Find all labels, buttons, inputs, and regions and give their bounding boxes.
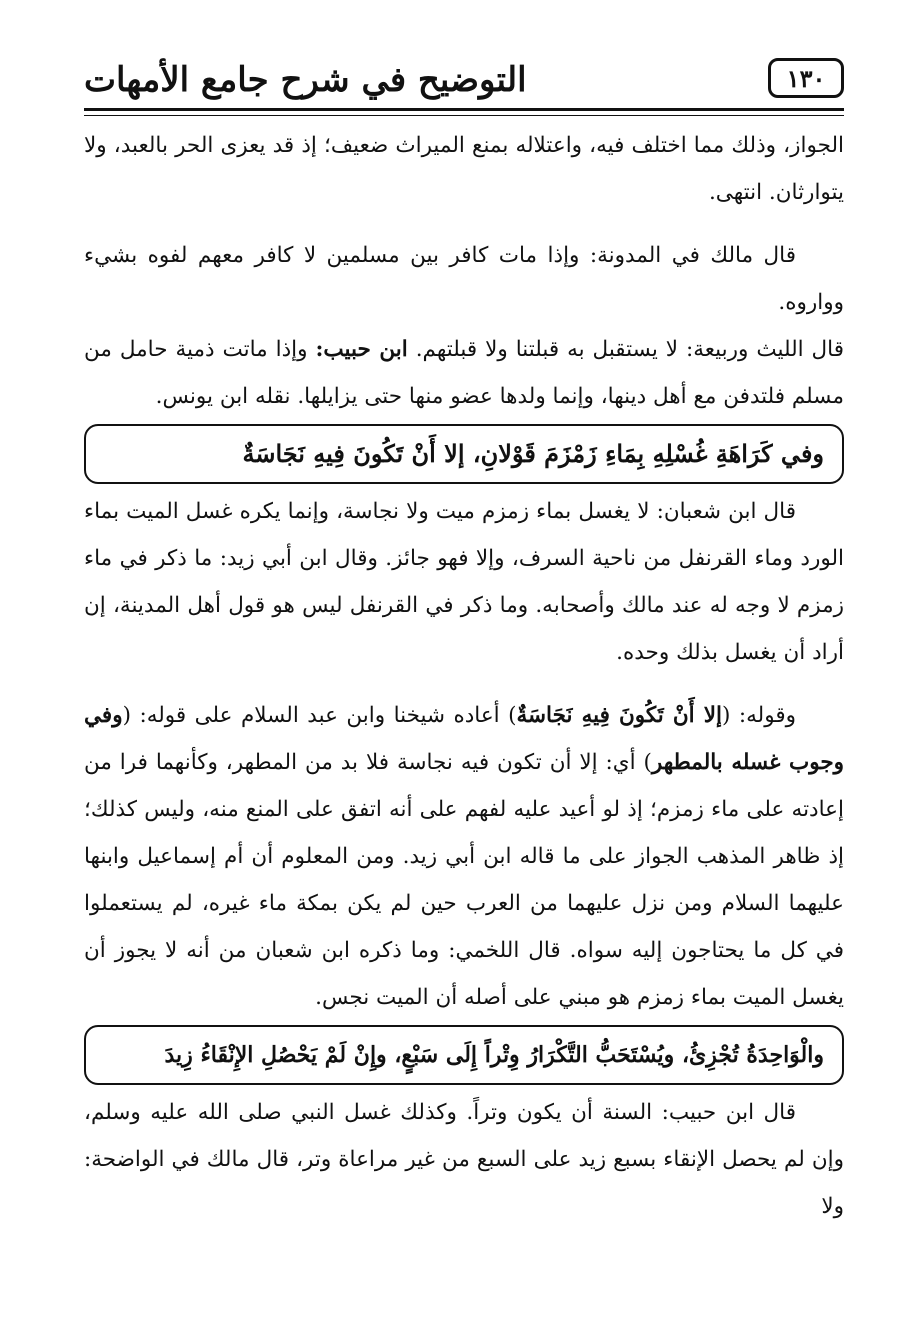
matn-box-2 <box>84 1025 844 1085</box>
matn-text-1: وفي كَرَاهَةِ غُسْلِهِ بِمَاءِ زَمْزَمَ قَوْلانِ، إلا أَنْ تَكُونَ فِيهِ نَجَاسَةٌ <box>242 439 824 468</box>
page-number: ١٣٠ <box>786 63 826 93</box>
paragraph-4: قال ابن شعبان: لا يغسل بماء زمزم ميت ولا نجاسة، وإنما يكره غسل الميت بماء الورد وماء القرنفل من ناحية السرف، وإلا فهو جائز. وقال ابن أبي زيد: ما ذكر في ماء زمزم لا وجه له عند مالك وأصحابه. وما ذكر في القرنفل ليس هو قول أهل المدينة، إن أراد أن يغسل بذلك وحده. <box>84 499 844 665</box>
paragraph-5 <box>84 692 844 1021</box>
paragraph-5-part-a: وقوله: ( <box>722 703 796 728</box>
paragraph-gap <box>84 216 844 232</box>
paragraph-3 <box>84 326 844 420</box>
page-header <box>84 58 844 120</box>
paragraph-5-quote-1: إلا أَنْ تَكُونَ فِيهِ نَجَاسَةٌ <box>516 703 723 728</box>
header-rule <box>84 108 844 111</box>
paragraph-2: قال مالك في المدونة: وإذا مات كافر بين مسلمين لا كافر معهم لفوه بشيء وواروه. <box>84 243 844 315</box>
paragraph-3-speaker: ابن حبيب: <box>315 337 408 362</box>
page-number-box <box>768 58 844 98</box>
paragraph-5-quote-2: وفي وجوب غسله بالمطهر <box>84 703 844 775</box>
paragraph-3-part-c: وإذا ماتت ذمية حامل من مسلم فلتدفن مع أهل دينها، وإنما ولدها عضو منها حتى يزايلها. نقله ابن يونس. <box>84 337 844 409</box>
paragraph-6: قال ابن حبيب: السنة أن يكون وتراً. وكذلك غسل النبي صلى الله عليه وسلم، وإن لم يحصل الإنقاء بسبع زيد على السبع من غير مراعاة وتر، قال مالك في الواضحة: ولا <box>84 1100 844 1219</box>
paragraph-5-part-e: ) أي: إلا أن تكون فيه نجاسة فلا بد من المطهر، وكأنهما فرا من إعادته على ماء زمزم؛ إذ لو أعيد عليه لفهم على أنه اتفق على المنع منه، وليس كذلك؛ إذ ظاهر المذهب الجواز على ما قاله ابن أبي زيد. ومن المعلوم أن أم إسماعيل وابنها عليهما السلام ومن نزل عليهما من العرب حين لم يكن بمكة ماء غيره، لم يستعملوا في كل ما يحتاجون إليه سواه. قال اللخمي: وما ذكره ابن شعبان من أنه لا يجوز أن يغسل الميت بماء زمزم هو مبني على أصله أن الميت نجس. <box>84 750 844 1010</box>
matn-text-2: والْوَاحِدَةُ تُجْزِئُ، ويُسْتَحَبُّ التَّكْرَارُ وِتْراً إِلَى سَبْعٍ، وإِنْ لَمْ يَحْصُلِ الإِنْقَاءُ زِيدَ <box>164 1042 824 1068</box>
paragraph-1: الجواز، وذلك مما اختلف فيه، واعتلاله بمنع الميراث ضعيف؛ إذ قد يعزى الحر بالعبد، ولا يتوارثان. انتهى. <box>84 133 844 205</box>
header-rule-thin <box>84 115 844 116</box>
body-text <box>84 122 844 1230</box>
paragraph-3-part-a: قال الليث وربيعة: لا يستقبل به قبلتنا ولا قبلتهم. <box>415 337 845 362</box>
paragraph-5-part-c: ) أعاده شيخنا وابن عبد السلام على قوله: ( <box>122 703 517 728</box>
paragraph-gap <box>84 676 844 692</box>
matn-box-1 <box>84 424 844 484</box>
running-title: التوضيح في شرح جامع الأمهات <box>84 60 527 100</box>
